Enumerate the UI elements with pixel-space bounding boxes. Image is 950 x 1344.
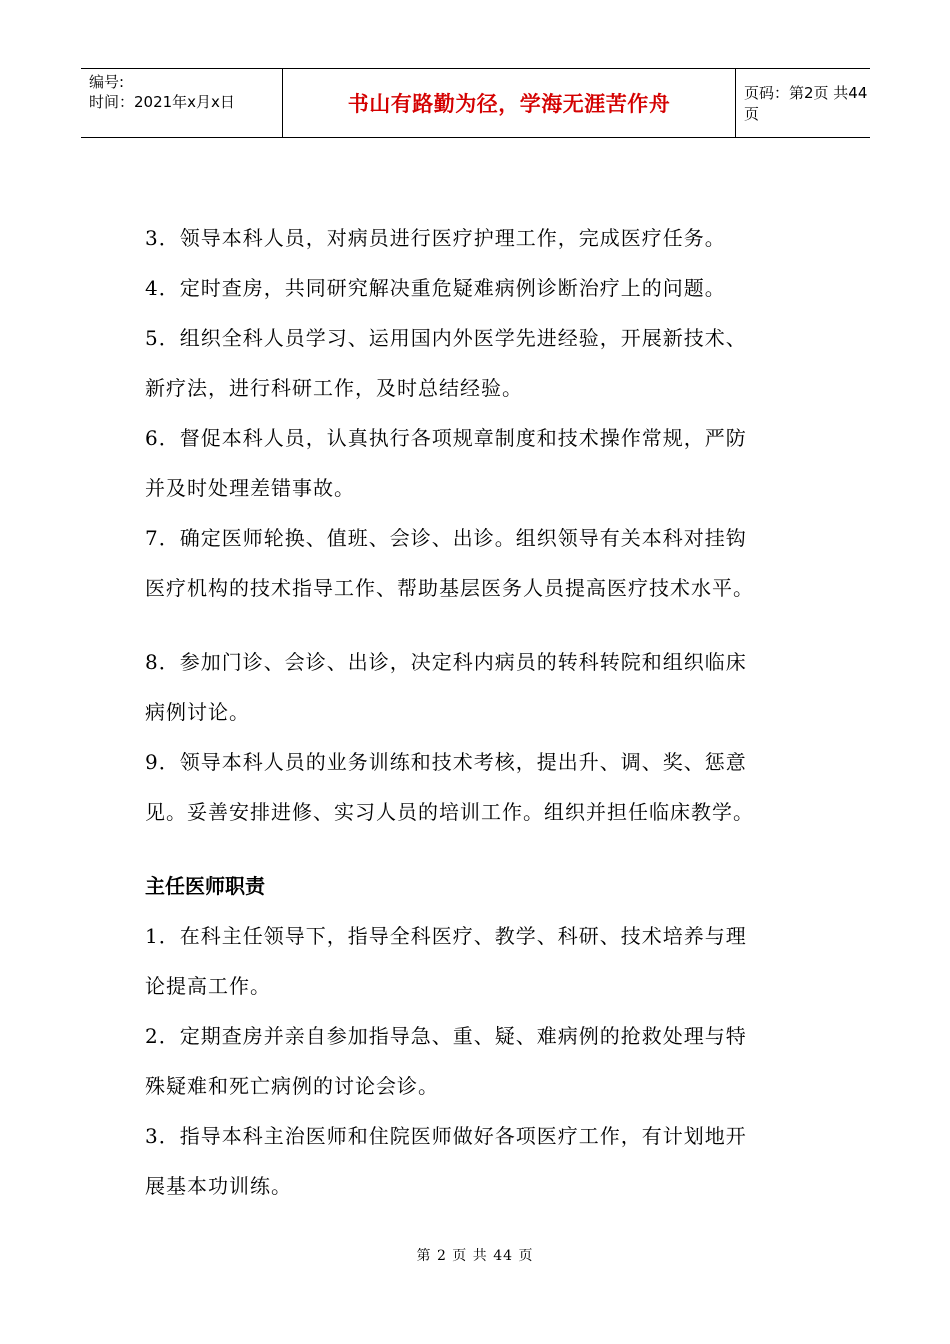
header-motto-cell	[282, 69, 736, 137]
list-item: 8．参加门诊、会诊、出诊，决定科内病员的转科转院和组织临床	[145, 650, 747, 674]
list-item-continuation: 新疗法，进行科研工作，及时总结经验。	[145, 376, 523, 400]
list-item-continuation: 展基本功训练。	[145, 1174, 292, 1198]
page-info: 页码：第2页 共44页	[744, 84, 868, 123]
list-item: 5．组织全科人员学习、运用国内外医学先进经验，开展新技术、	[145, 326, 747, 350]
list-item: 3．指导本科主治医师和住院医师做好各项医疗工作，有计划地开	[145, 1124, 747, 1148]
list-item-continuation: 见。妥善安排进修、实习人员的培训工作。组织并担任临床教学。	[145, 800, 754, 824]
list-item: 2．定期查房并亲自参加指导急、重、疑、难病例的抢救处理与特	[145, 1024, 747, 1048]
motto: 书山有路勤为径，学海无涯苦作舟	[347, 92, 671, 116]
time-label: 时间：2021年x月x日	[89, 93, 235, 111]
section-title: 主任医师职责	[145, 874, 265, 898]
list-item: 9．领导本科人员的业务训练和技术考核，提出升、调、奖、惩意	[145, 750, 747, 774]
list-item: 1．在科主任领导下，指导全科医疗、教学、科研、技术培养与理	[145, 924, 747, 948]
list-item: 3．领导本科人员，对病员进行医疗护理工作，完成医疗任务。	[145, 226, 726, 250]
header-page-info	[736, 69, 870, 137]
list-item-continuation: 并及时处理差错事故。	[145, 476, 355, 500]
page-footer: 第 2 页 共 44 页	[416, 1248, 534, 1264]
list-item: 4．定时查房，共同研究解决重危疑难病例诊断治疗上的问题。	[145, 276, 726, 300]
document-header	[81, 68, 870, 138]
list-item-continuation: 病例讨论。	[145, 700, 250, 724]
header-meta	[81, 69, 282, 137]
list-item-continuation: 医疗机构的技术指导工作、帮助基层医务人员提高医疗技术水平。	[145, 576, 754, 600]
list-item-continuation: 殊疑难和死亡病例的讨论会诊。	[145, 1074, 439, 1098]
list-item-continuation: 论提高工作。	[145, 974, 271, 998]
code-label: 编号:	[89, 73, 125, 91]
list-item: 7．确定医师轮换、值班、会诊、出诊。组织领导有关本科对挂钩	[145, 526, 747, 550]
list-item: 6．督促本科人员，认真执行各项规章制度和技术操作常规，严防	[145, 426, 747, 450]
